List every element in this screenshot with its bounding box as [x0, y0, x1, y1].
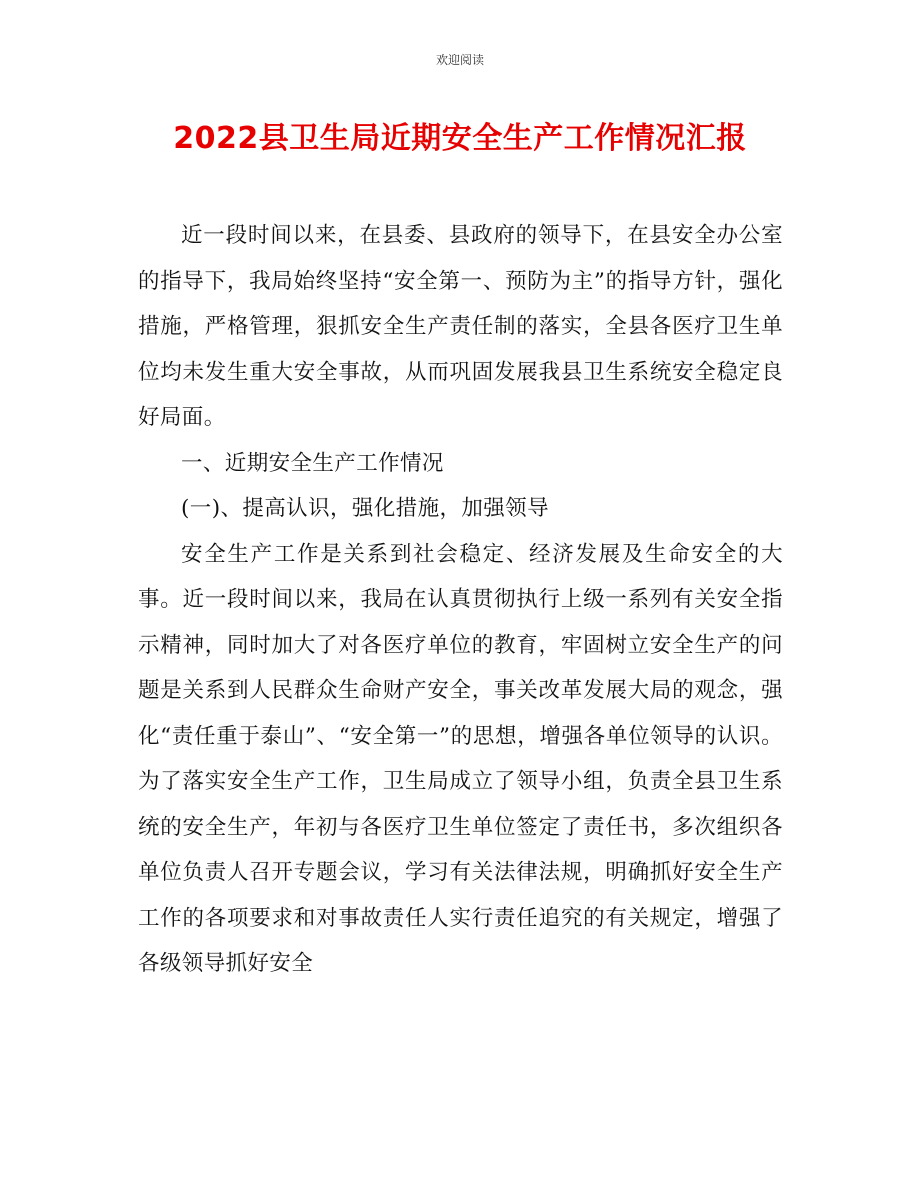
section-heading: 一、近期安全生产工作情况 [181, 450, 444, 476]
subsection-heading: (一)、提高认识，强化措施，加强领导 [181, 496, 549, 521]
paragraph-body: 安全生产工作是关系到社会稳定、经济发展及生命安全的大事。近一段时间以来，我局在认真贯彻执行上级一系列有关安全指示精神，同时加大了对各医疗单位的教育，牢固树立安全生产的问题是关系到人民群众生命财产安全，事关改革发展大局的观念，强化“责任重于泰山”、“安全第一”的思想，增强各单位领导的认识。为了落实安全生产工作，卫生局成立了领导小组，负责全县卫生系统的安全生产，年初与各医疗卫生单位签定了责任书，多次组织各单位负责人召开专题会议，学习有关法律法规，明确抓好安全生产工作的各项要求和对事故责任人实行责任追究的有关规定，增强了各级领导抓好安全 [138, 541, 783, 976]
page-header: 欢迎阅读 [435, 53, 484, 67]
document-body [138, 213, 783, 987]
paragraph-intro: 近一段时间以来，在县委、县政府的领导下，在县安全办公室的指导下，我局始终坚持“安全第一、预防为主”的指导方针，强化措施，严格管理，狠抓安全生产责任制的落实，全县各医疗卫生单位均未发生重大安全事故，从而巩固发展我县卫生系统安全稳定良好局面。 [138, 223, 783, 430]
document-title: 2022县卫生局近期安全生产工作情况汇报 [173, 121, 747, 156]
